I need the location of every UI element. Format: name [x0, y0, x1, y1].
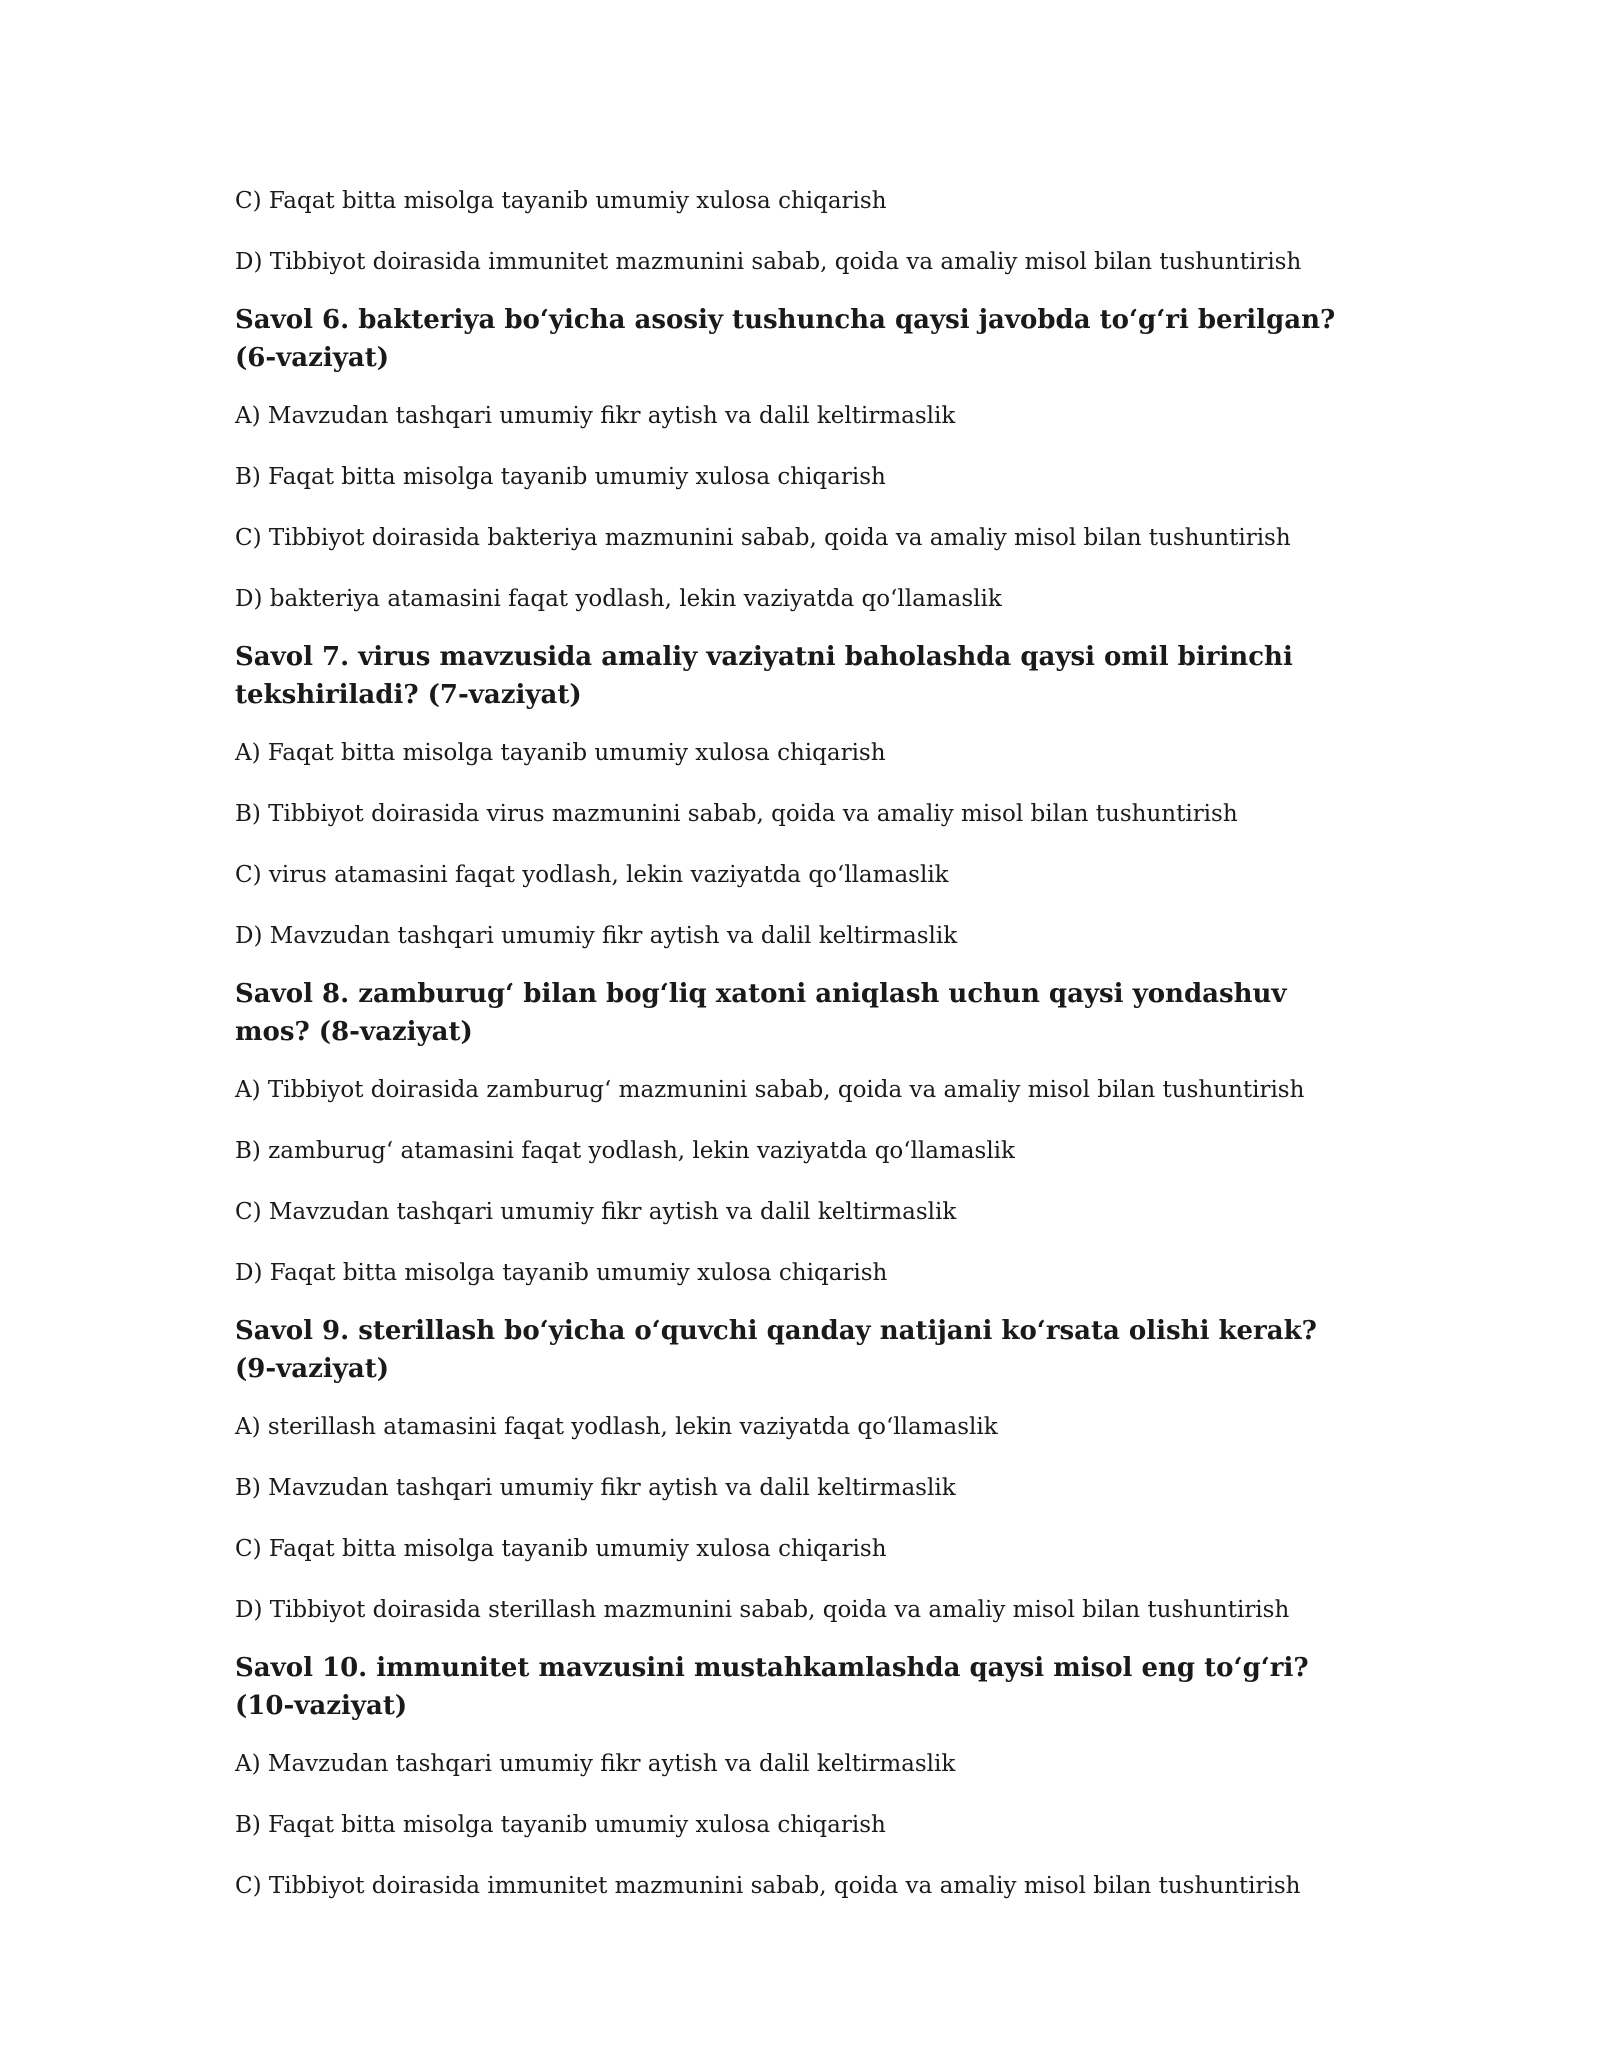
question-9-option-b: B) Mavzudan tashqari umumiy fikr aytish va dalil keltirmaslik	[235, 1475, 956, 1501]
question-7-option-c: C) virus atamasini faqat yodlash, lekin vaziyatda qo‘llamaslik	[235, 862, 949, 888]
question-6-option-c: C) Tibbiyot doirasida bakteriya mazmunini sabab, qoida va amaliy misol bilan tushuntirish	[235, 525, 1291, 551]
question-9-option-d: D) Tibbiyot doirasida sterillash mazmunini sabab, qoida va amaliy misol bilan tushuntirish	[235, 1597, 1290, 1623]
question-7-option-b: B) Tibbiyot doirasida virus mazmunini sabab, qoida va amaliy misol bilan tushuntirish	[235, 801, 1238, 827]
question-title-6: Savol 6. bakteriya bo‘yicha asosiy tushuncha qaysi javobda to‘g‘ri berilgan? (6-vaziyat)	[235, 305, 1336, 373]
question-6-option-d: D) bakteriya atamasini faqat yodlash, lekin vaziyatda qo‘llamaslik	[235, 586, 1002, 612]
question-6-option-a: A) Mavzudan tashqari umumiy fikr aytish va dalil keltirmaslik	[235, 403, 956, 429]
question-10-option-b: B) Faqat bitta misolga tayanib umumiy xulosa chiqarish	[235, 1812, 886, 1838]
question-8-option-c: C) Mavzudan tashqari umumiy fikr aytish va dalil keltirmaslik	[235, 1199, 957, 1225]
question-8-option-a: A) Tibbiyot doirasida zamburug‘ mazmunini sabab, qoida va amaliy misol bilan tushuntirish	[235, 1077, 1305, 1103]
question-title-7: Savol 7. virus mavzusida amaliy vaziyatni baholashda qaysi omil birinchi tekshiriladi? (7-vaziyat)	[235, 642, 1293, 710]
document-page	[235, 186, 1365, 1932]
question-9-option-a: A) sterillash atamasini faqat yodlash, lekin vaziyatda qo‘llamaslik	[235, 1414, 998, 1440]
question-title-8: Savol 8. zamburug‘ bilan bog‘liq xatoni aniqlash uchun qaysi yondashuv mos? (8-vaziyat)	[235, 979, 1287, 1047]
leading-option-d: D) Tibbiyot doirasida immunitet mazmunini sabab, qoida va amaliy misol bilan tushuntirish	[235, 249, 1302, 275]
question-10-option-a: A) Mavzudan tashqari umumiy fikr aytish va dalil keltirmaslik	[235, 1751, 956, 1777]
question-block-9	[235, 1312, 1365, 1625]
question-title-10: Savol 10. immunitet mavzusini mustahkamlashda qaysi misol eng to‘g‘ri? (10-vaziyat)	[235, 1653, 1309, 1721]
question-8-option-b: B) zamburug‘ atamasini faqat yodlash, lekin vaziyatda qo‘llamaslik	[235, 1138, 1015, 1164]
question-block-10	[235, 1649, 1365, 1901]
question-10-option-c: C) Tibbiyot doirasida immunitet mazmunini sabab, qoida va amaliy misol bilan tushuntirish	[235, 1873, 1301, 1899]
leading-option-c: C) Faqat bitta misolga tayanib umumiy xulosa chiqarish	[235, 188, 887, 214]
question-8-option-d: D) Faqat bitta misolga tayanib umumiy xulosa chiqarish	[235, 1260, 888, 1286]
question-block-6	[235, 301, 1365, 614]
question-block-8	[235, 975, 1365, 1288]
question-7-option-d: D) Mavzudan tashqari umumiy fikr aytish va dalil keltirmaslik	[235, 923, 958, 949]
question-6-option-b: B) Faqat bitta misolga tayanib umumiy xulosa chiqarish	[235, 464, 886, 490]
question-9-option-c: C) Faqat bitta misolga tayanib umumiy xulosa chiqarish	[235, 1536, 887, 1562]
question-7-option-a: A) Faqat bitta misolga tayanib umumiy xulosa chiqarish	[235, 740, 886, 766]
question-block-7	[235, 638, 1365, 951]
question-title-9: Savol 9. sterillash bo‘yicha o‘quvchi qanday natijani ko‘rsata olishi kerak? (9-vaziyat)	[235, 1316, 1317, 1384]
